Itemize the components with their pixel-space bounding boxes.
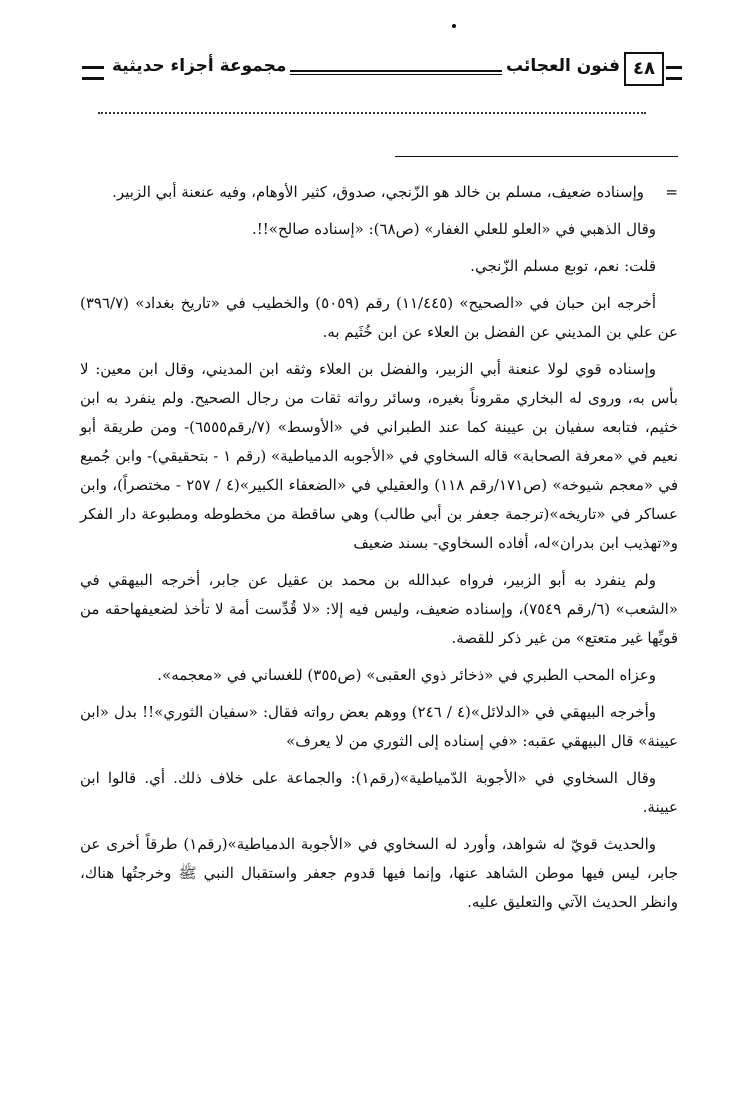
footnote-paragraph: وأخرجه البيهقي في «الدلائل»(٤ / ٢٤٦) ووهم بعض رواته فقال: «سفيان الثوري»!! بدل «ابن عيينة» قال البيهقي عقبه: «في إسناده إلى الثوري من لا يعرف» [80, 703, 678, 750]
footnote-paragraph [80, 178, 678, 207]
footnote-paragraph: قلت: نعم، توبع مسلم الزّنجي. [470, 257, 656, 275]
footnote-rule [395, 156, 678, 157]
footnote-paragraph: ولم ينفرد به أبو الزبير، فرواه عبدالله بن محمد بن عقيل عن جابر، أخرجه البيهقي في «الشعب» (٦/رقم ٧٥٤٩)، وإسناده ضعيف، وليس فيه إلا: «لا قُدِّست أمة لا تأخذ لضعيفهاحقه من قويِّها غير متعتع» من غير ذكر للقصة. [80, 571, 679, 647]
footnote-paragraph: وقال الذهبي في «العلو للعلي الغفار» (ص٦٨): «إسناده صالح»!!. [251, 220, 656, 238]
footnote-paragraph: والحديث قويّ له شواهد، وأورد له السخاوي في «الأجوبة الدمياطية»(رقم١) طرقاً أخرى عن جابر، ليس فيها موطن الشاهد عنها، وإنما فيها قدوم جعفر واستقبال النبي ﷺ وخرجتُها هناك، وانظر الحديث الآتي والتعليق عليه. [80, 835, 678, 911]
header-rule [272, 70, 532, 75]
footnote-paragraph: وإسناده قوي لولا عنعنة أبي الزبير، والفضل بن العلاء وثقه ابن المديني، وقال ابن معين: لا بأس به، وروى له البخاري مقروناً بغيره، وسائر رواته ثقات من رجال الصحيح. ولم ينفرد به ابن خثيم، فتابعه سفيان بن عيينة كما عند الطبراني في «الأوسط» (٧/رقم٦٥٥٥)- ومن طريقة أبو نعيم في «معرفة الصحابة» قاله السخاوي في «الأجوبه الدمياطية» (رقم ١ - بتحقيقي)- وابن جُميع في «معجم شيوخه» (ص١٧١/رقم ١١٨) والعقيلي في «الضعفاء الكبير»(٤ / ٢٥٧ - مختصراً)، وابن عساكر في «تاريخه»(ترجمة جعفر بن أبي طالب) وهي ساقطة من مخطوطه ومطبوعة دار الفكر و«تهذيب ابن بدران»له، أفاده السخاوي- بسند ضعيف [80, 360, 678, 552]
continuation-mark: = [665, 183, 678, 201]
page-header [82, 48, 682, 94]
series-title: مجموعة أجزاء حديثية [108, 56, 290, 76]
paragraph-text: وإسناده ضعيف، مسلم بن خالد هو الزّنجي، صدوق، كثير الأوهام، وفيه عنعنة أبي الزبير. [112, 183, 644, 201]
header-bar-left [82, 66, 104, 80]
footnote-body [80, 178, 678, 925]
footnote-paragraph: أخرجه ابن حبان في «الصحيح» (١١/٤٤٥) رقم (٥٠٥٩) والخطيب في «تاريخ بغداد» (٣٩٦/٧) عن علي بن المديني عن الفضل بن العلاء عن ابن خُثَيم به. [80, 294, 678, 341]
page-dot [452, 24, 456, 28]
dotted-separator [98, 112, 646, 126]
footnote-paragraph: وعزاه المحب الطبري في «ذخائر ذوي العقبى» (ص٣٥٥) للغساني في «معجمه». [157, 666, 656, 684]
book-title: فنون العجائب [502, 56, 624, 76]
footnote-paragraph: وقال السخاوي في «الأجوبة الدّمياطية»(رقم١): والجماعة على خلاف ذلك. أي. قالوا ابن عيينة. [80, 769, 678, 816]
header-bar-right [666, 66, 682, 80]
page-number: ٤٨ [624, 52, 664, 86]
